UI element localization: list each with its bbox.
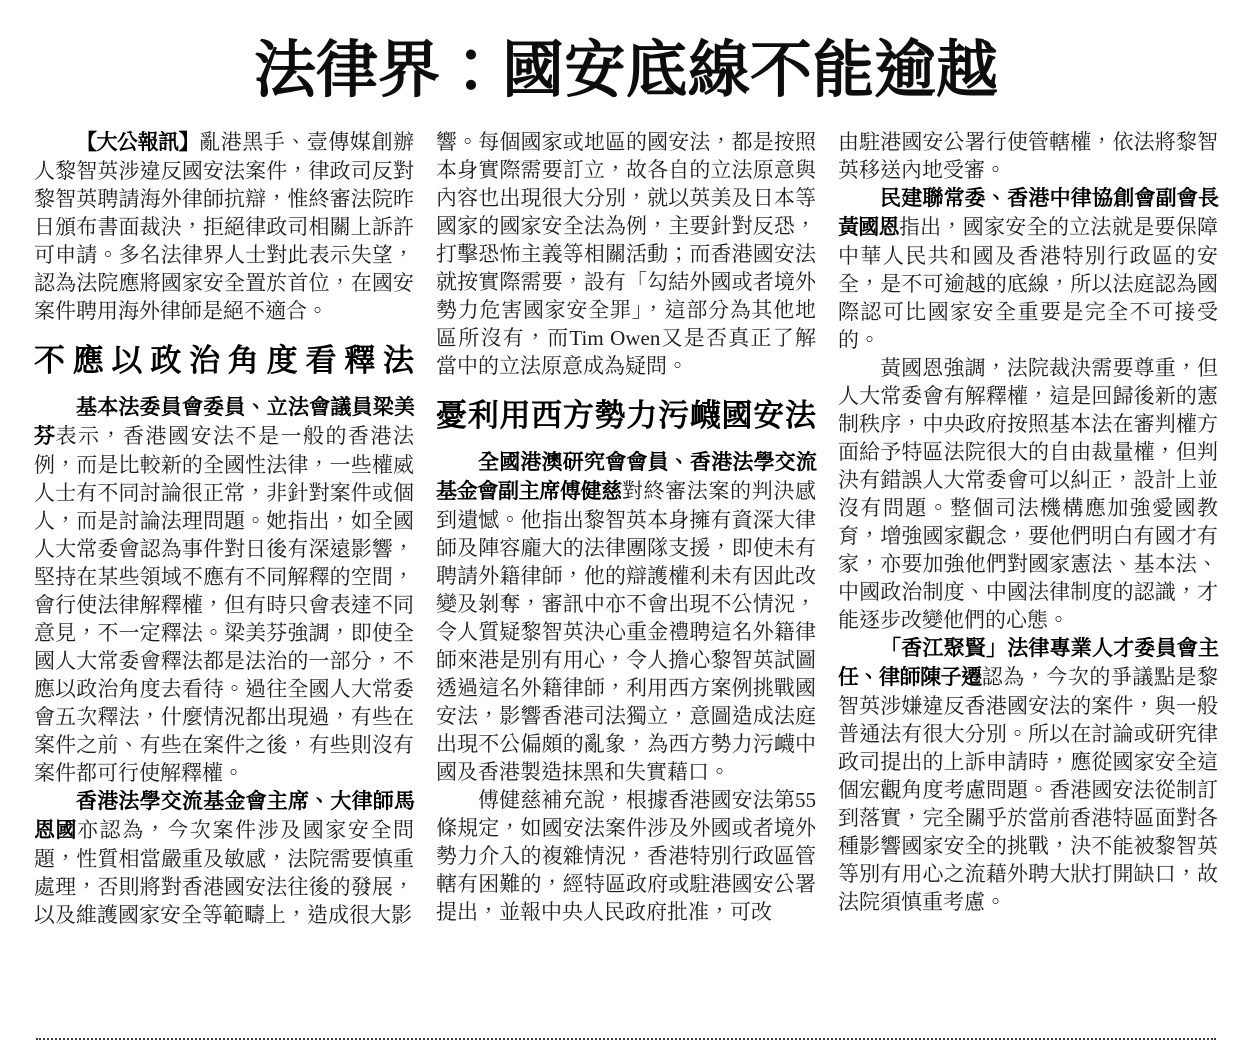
column-2 (436, 128, 816, 926)
speaker-lead-wong-kwok-yan: 民建聯常委、香港中律協創會副會長黃國恩 (838, 187, 1218, 239)
paragraph-text: 指出，國家安全的立法就是要保障中華人民共和國及香港特別行政區的安全，是不可逾越的底線，所以法庭認為國際認可比國家安全重要是完全不可接受的。 (838, 215, 1219, 352)
dateline-lead: 【大公報訊】 (76, 131, 200, 154)
paragraph (838, 184, 1218, 354)
paragraph-text: 響。每個國家或地區的國安法，都是按照本身實際需要訂立，故各自的立法原意與內容也出現很大分別，就以英美及日本等國家的國家安全法為例，主要針對反恐，打擊恐怖主義等相關活動；而香港國安法就按實際需要，設有「勾結外國或者境外勢力危害國家安全罪」，這部分為其他地區所沒有，而Tim Owen又是否真正了解當中的立法原意成為疑問。 (436, 130, 816, 378)
subheading-western-forces: 憂利用西方勢力污衊國安法 (436, 398, 816, 433)
speaker-lead-ma-yan-kwok: 香港法學交流基金會主席、大律師馬恩國 (34, 790, 414, 842)
newspaper-article (0, 34, 1252, 929)
paragraph-text: 傅健慈補充說，根據香港國安法第55條規定，如國安法案件涉及外國或者境外勢力介入的複雜情況，香港特別行政區管轄有困難的，經特區政府或駐港國安公署提出，並報中央人民政府批准，可改 (436, 788, 816, 924)
paragraph-text: 由駐港國安公署行使管轄權，依法將黎智英移送內地受審。 (838, 130, 1218, 182)
paragraph-text: 認為，今次的爭議點是黎智英涉嫌違反香港國安法的案件，與一般普通法有很大分別。所以在討論或研究律政司提出的上訴申請時，應從國家安全這個宏觀角度考慮問題。香港國安法從制訂到落實，完全關乎於當前香港特區面對各種影響國家安全的挑戰，決不能被黎智英等別有用心之流藉外聘大狀打開缺口，故法院須慎重考慮。 (838, 665, 1219, 914)
dotted-divider (36, 1038, 1216, 1040)
subheading-interpretation: 不應以政治角度看釋法 (34, 343, 414, 378)
column-3 (838, 128, 1218, 916)
speaker-lead-chan-tsz-chin: 「香江聚賢」法律專業人才委員會主任、律師陳子遷 (838, 637, 1218, 689)
paragraph-text: 亂港黑手、壹傳媒創辦人黎智英涉違反國安法案件，律政司反對黎智英聘請海外律師抗辯，惟終審法院昨日頒布書面裁決，拒絕律政司相關上訴許可申請。多名法律界人士對此表示失望，認為法院應將國家安全置於首位，在國安案件聘用海外律師是絕不適合。 (34, 130, 415, 323)
paragraph-text: 表示，香港國安法不是一般的香港法例，而是比較新的全國性法律，一些權威人士有不同討論很正常，非針對案件或個人，而是討論法理問題。她指出，如全國人大常委會認為事件對日後有深遠影響，堅持在某些領域不應有不同解釋的空間，會行使法律解釋權，但有時只會表達不同意見，不一定釋法。梁美芬強調，即使全國人大常委會釋法都是法治的一部分，不應以政治角度去看待。過往全國人大常委會五次釋法，什麼情況都出現過，有些在案件之前、有些在案件之後，有些則沒有案件都可行使解釋權。 (34, 424, 414, 785)
paragraph (838, 634, 1218, 916)
paragraph (34, 393, 414, 787)
paragraph (34, 787, 414, 929)
paragraph (436, 786, 816, 926)
speaker-lead-fu-kin-chi: 全國港澳研究會會員、香港法學交流基金會副主席傅健慈 (436, 451, 816, 503)
headline: 法律界：國安底線不能逾越 (253, 36, 998, 105)
paragraph (436, 448, 816, 786)
paragraph-continuation (838, 128, 1218, 184)
speaker-lead-leung-mei-fun: 基本法委員會委員、立法會議員梁美芬 (34, 396, 414, 448)
column-1 (34, 128, 414, 929)
paragraph-text: 亦認為，今次案件涉及國家安全問題，性質相當嚴重及敏感，法院需要慎重處理，否則將對香港國安法往後的發展，以及維護國家安全等範疇上，造成很大影 (34, 818, 414, 927)
paragraph (34, 128, 414, 325)
paragraph-continuation (436, 128, 816, 380)
paragraph (838, 354, 1218, 634)
paragraph-text: 對終審法案的判決感到遺憾。他指出黎智英本身擁有資深大律師及陣容龐大的法律團隊支援，即使未有聘請外籍律師，他的辯護權利未有因此改變及剝奪，審訊中亦不會出現不公情況，令人質疑黎智英決心重金禮聘這名外籍律師來港是別有用心，令人擔心黎智英試圖透過這名外籍律師，利用西方案例挑戰國安法，影響香港司法獨立，意圖造成法庭出現不公偏頗的亂象，為西方勢力污衊中國及香港製造抹黑和失實藉口。 (436, 479, 817, 784)
paragraph-text: 黃國恩強調，法院裁決需要尊重，但人大常委會有解釋權，這是回歸後新的憲制秩序，中央政府按照基本法在審判權方面給予特區法院很大的自由裁量權，但判決有錯誤人大常委會可以糾正，設計上並沒有問題。整個司法機構應加強愛國教育，增強國家觀念，要他們明白有國才有家，亦要加強他們對國家憲法、基本法、中國政治制度、中國法律制度的認識，才能逐步改變他們的心態。 (838, 356, 1218, 632)
article-columns (0, 128, 1252, 929)
